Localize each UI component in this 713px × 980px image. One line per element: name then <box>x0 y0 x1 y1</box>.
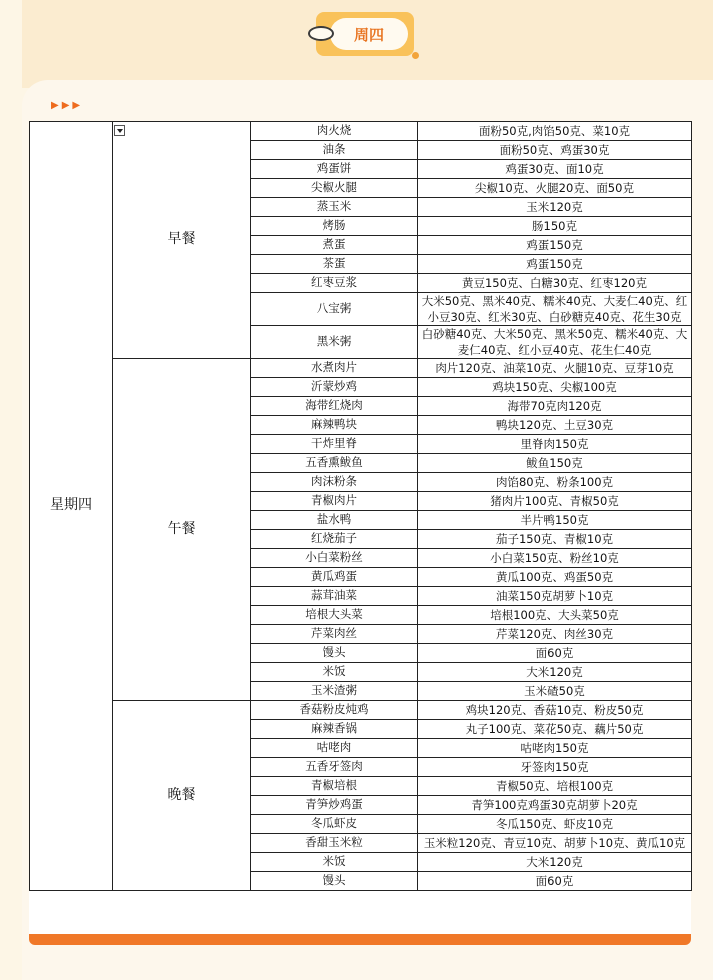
ingredients-cell: 小白菜150克、粉丝10克 <box>418 549 692 568</box>
ingredients-cell: 白砂糖40克、大米50克、黑米50克、糯米40克、大麦仁40克、红小豆40克、花生仁40克 <box>418 326 692 359</box>
meal-name-cell: 午餐 <box>113 359 251 701</box>
dot-icon <box>412 52 419 59</box>
ingredients-cell: 冬瓜150克、虾皮10克 <box>418 815 692 834</box>
dish-name-cell: 尖椒火腿 <box>251 179 418 198</box>
ingredients-cell: 半片鸭150克 <box>418 511 692 530</box>
table-row <box>30 359 692 378</box>
dish-name-cell: 青椒肉片 <box>251 492 418 511</box>
dish-name-cell: 冬瓜虾皮 <box>251 815 418 834</box>
dish-name-cell: 麻辣鸭块 <box>251 416 418 435</box>
meal-name-cell: 晚餐 <box>113 701 251 891</box>
dish-name-cell: 黑米粥 <box>251 326 418 359</box>
ingredients-cell: 黄瓜100克、鸡蛋50克 <box>418 568 692 587</box>
ingredients-cell: 玉米120克 <box>418 198 692 217</box>
dish-name-cell: 肉沫粉条 <box>251 473 418 492</box>
dish-name-cell: 五香牙签肉 <box>251 758 418 777</box>
ingredients-cell: 猪肉片100克、青椒50克 <box>418 492 692 511</box>
dish-name-cell: 培根大头菜 <box>251 606 418 625</box>
ingredients-cell: 肉片120克、油菜10克、火腿10克、豆芽10克 <box>418 359 692 378</box>
table-row <box>30 701 692 720</box>
ingredients-cell: 肠150克 <box>418 217 692 236</box>
ingredients-cell: 大米120克 <box>418 853 692 872</box>
ingredients-cell: 培根100克、大头菜50克 <box>418 606 692 625</box>
ingredients-cell: 鸡块120克、香菇10克、粉皮50克 <box>418 701 692 720</box>
dish-name-cell: 肉火烧 <box>251 122 418 141</box>
dish-name-cell: 馒头 <box>251 872 418 891</box>
ingredients-cell: 鲅鱼150克 <box>418 454 692 473</box>
dish-name-cell: 小白菜粉丝 <box>251 549 418 568</box>
dish-name-cell: 香菇粉皮炖鸡 <box>251 701 418 720</box>
dish-name-cell: 干炸里脊 <box>251 435 418 454</box>
dish-name-cell: 水煮肉片 <box>251 359 418 378</box>
dish-name-cell: 八宝粥 <box>251 293 418 326</box>
dish-name-cell: 黄瓜鸡蛋 <box>251 568 418 587</box>
dish-name-cell: 玉米渣粥 <box>251 682 418 701</box>
ingredients-cell: 青笋100克鸡蛋30克胡萝卜20克 <box>418 796 692 815</box>
bottom-accent-bar <box>29 934 691 945</box>
ingredients-cell: 油菜150克胡萝卜10克 <box>418 587 692 606</box>
ingredients-cell: 咕咾肉150克 <box>418 739 692 758</box>
dish-name-cell: 蒜茸油菜 <box>251 587 418 606</box>
triple-arrow-icon: ▶▶▶ <box>51 100 84 111</box>
dish-name-cell: 芹菜肉丝 <box>251 625 418 644</box>
menu-table <box>29 121 692 891</box>
dish-name-cell: 油条 <box>251 141 418 160</box>
dish-name-cell: 烤肠 <box>251 217 418 236</box>
dish-name-cell: 鸡蛋饼 <box>251 160 418 179</box>
ingredients-cell: 大米50克、黑米40克、糯米40克、大麦仁40克、红小豆30克、红米30克、白砂糖克40克、花生30克 <box>418 293 692 326</box>
ingredients-cell: 鸡蛋150克 <box>418 236 692 255</box>
ingredients-cell: 丸子100克、菜花50克、藕片50克 <box>418 720 692 739</box>
dropdown-arrow-icon <box>117 129 123 133</box>
dish-name-cell: 青椒培根 <box>251 777 418 796</box>
ring-icon <box>308 26 334 41</box>
dish-name-cell: 盐水鸭 <box>251 511 418 530</box>
ingredients-cell: 面60克 <box>418 872 692 891</box>
ingredients-cell: 面粉50克、鸡蛋30克 <box>418 141 692 160</box>
ingredients-cell: 里脊肉150克 <box>418 435 692 454</box>
ingredients-cell: 玉米粒120克、青豆10克、胡萝卜10克、黄瓜10克 <box>418 834 692 853</box>
ingredients-cell: 玉米碴50克 <box>418 682 692 701</box>
dish-name-cell: 馒头 <box>251 644 418 663</box>
dish-name-cell: 咕咾肉 <box>251 739 418 758</box>
dish-name-cell: 海带红烧肉 <box>251 397 418 416</box>
ingredients-cell: 鸭块120克、土豆30克 <box>418 416 692 435</box>
ingredients-cell: 青椒50克、培根100克 <box>418 777 692 796</box>
dish-name-cell: 沂蒙炒鸡 <box>251 378 418 397</box>
dish-name-cell: 米饭 <box>251 663 418 682</box>
dish-name-cell: 香甜玉米粒 <box>251 834 418 853</box>
dish-name-cell: 米饭 <box>251 853 418 872</box>
ingredients-cell: 面60克 <box>418 644 692 663</box>
day-title-tag <box>316 12 414 56</box>
ingredients-cell: 芹菜120克、肉丝30克 <box>418 625 692 644</box>
dish-name-cell: 红烧茄子 <box>251 530 418 549</box>
ingredients-cell: 海带70克肉120克 <box>418 397 692 416</box>
dish-name-cell: 青笋炒鸡蛋 <box>251 796 418 815</box>
ingredients-cell: 黄豆150克、白糖30克、红枣120克 <box>418 274 692 293</box>
dish-name-cell: 红枣豆浆 <box>251 274 418 293</box>
dish-name-cell: 煮蛋 <box>251 236 418 255</box>
dish-name-cell: 麻辣香锅 <box>251 720 418 739</box>
table-row <box>30 122 692 141</box>
ingredients-cell: 茄子150克、青椒10克 <box>418 530 692 549</box>
ingredients-cell: 大米120克 <box>418 663 692 682</box>
ingredients-cell: 鸡蛋150克 <box>418 255 692 274</box>
dish-name-cell: 五香熏鲅鱼 <box>251 454 418 473</box>
ingredients-cell: 牙签肉150克 <box>418 758 692 777</box>
dish-name-cell: 蒸玉米 <box>251 198 418 217</box>
filter-dropdown-button[interactable] <box>114 125 125 136</box>
ingredients-cell: 鸡蛋30克、面10克 <box>418 160 692 179</box>
day-label-cell: 星期四 <box>30 122 113 891</box>
day-title: 周四 <box>330 18 408 50</box>
meal-name-cell: 早餐 <box>113 122 251 359</box>
ingredients-cell: 肉馅80克、粉条100克 <box>418 473 692 492</box>
ingredients-cell: 鸡块150克、尖椒100克 <box>418 378 692 397</box>
ingredients-cell: 面粉50克,肉馅50克、菜10克 <box>418 122 692 141</box>
dish-name-cell: 茶蛋 <box>251 255 418 274</box>
ingredients-cell: 尖椒10克、火腿20克、面50克 <box>418 179 692 198</box>
